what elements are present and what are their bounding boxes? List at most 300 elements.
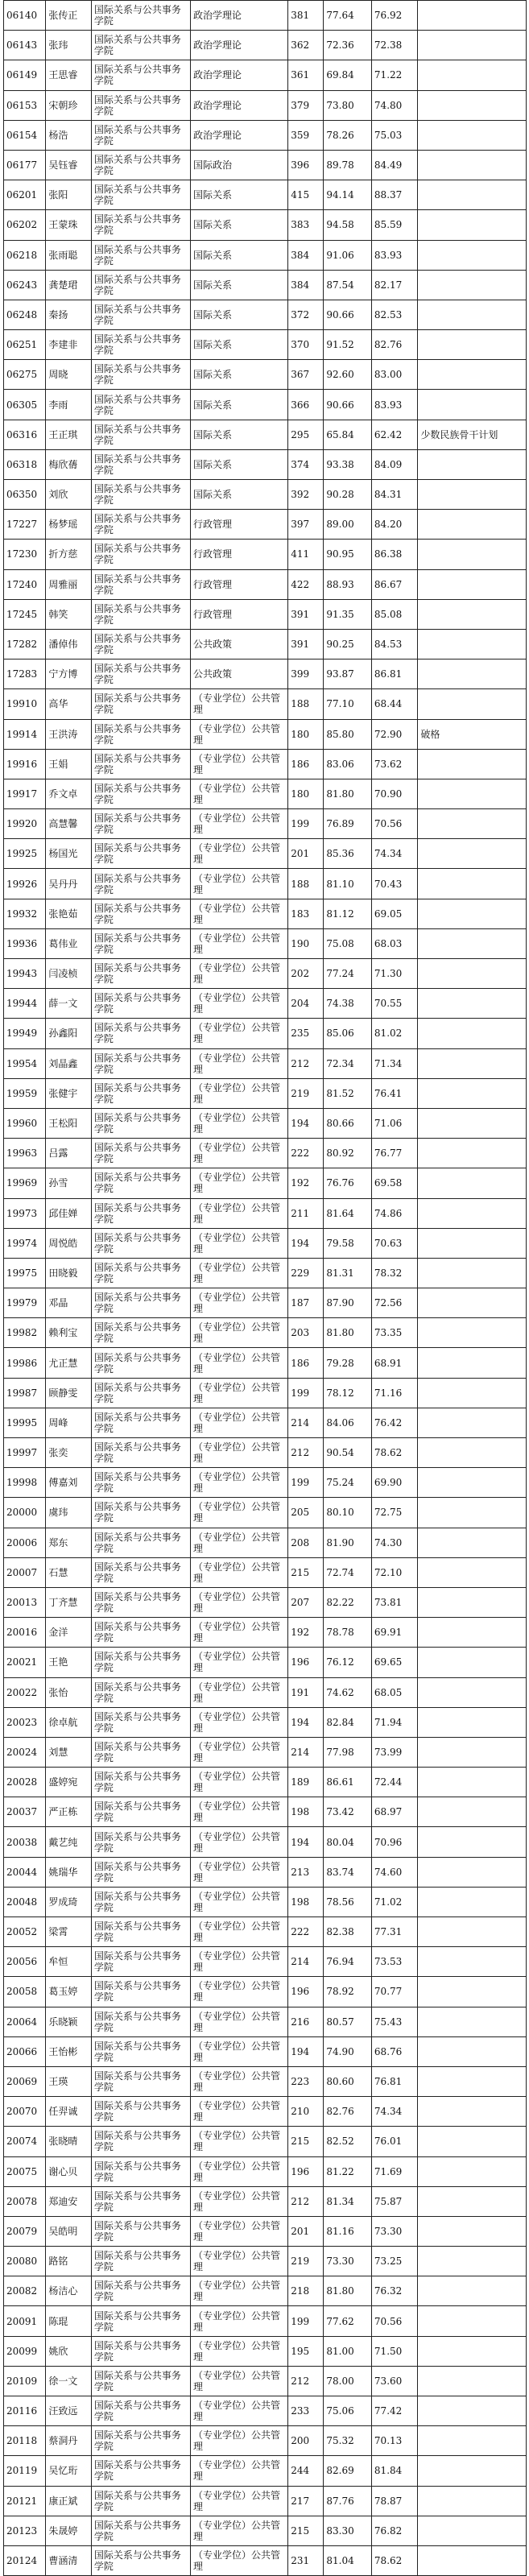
table-row xyxy=(4,60,527,90)
candidate-id-cell: 20052 xyxy=(4,1917,46,1947)
school-cell: 国际关系与公共事务学院 xyxy=(91,1498,190,1528)
major-cell: （专业学位）公共管理 xyxy=(191,2486,288,2516)
candidate-name-cell: 丁齐慧 xyxy=(46,1587,91,1617)
school-cell: 国际关系与公共事务学院 xyxy=(91,1618,190,1648)
initial-score-cell: 214 xyxy=(288,1947,324,1977)
remark-cell xyxy=(418,1827,527,1857)
major-cell: （专业学位）公共管理 xyxy=(191,1917,288,1947)
remark-cell xyxy=(418,1707,527,1737)
school-cell: 国际关系与公共事务学院 xyxy=(91,2516,190,2545)
school-cell: 国际关系与公共事务学院 xyxy=(91,809,190,839)
total-score-cell: 71.06 xyxy=(371,1108,418,1138)
candidate-name-cell: 周悦皓 xyxy=(46,1228,91,1258)
table-row xyxy=(4,2486,527,2516)
candidate-name-cell: 王正琪 xyxy=(46,420,91,449)
major-cell: （专业学位）公共管理 xyxy=(191,1528,288,1557)
candidate-name-cell: 葛玉婷 xyxy=(46,1977,91,2007)
total-score-cell: 76.32 xyxy=(371,2276,418,2306)
candidate-name-cell: 康正斌 xyxy=(46,2486,91,2516)
initial-score-cell: 194 xyxy=(288,1707,324,1737)
candidate-id-cell: 20016 xyxy=(4,1618,46,1648)
initial-score-cell: 359 xyxy=(288,120,324,150)
table-row xyxy=(4,31,527,60)
total-score-cell: 72.38 xyxy=(371,31,418,60)
retest-score-cell: 74.38 xyxy=(324,989,372,1019)
major-cell: （专业学位）公共管理 xyxy=(191,1707,288,1737)
major-cell: （专业学位）公共管理 xyxy=(191,1078,288,1108)
retest-score-cell: 87.90 xyxy=(324,1288,372,1318)
candidate-name-cell: 高慧馨 xyxy=(46,809,91,839)
candidate-id-cell: 19925 xyxy=(4,839,46,869)
table-row xyxy=(4,1019,527,1048)
remark-cell xyxy=(418,2306,527,2336)
remark-cell xyxy=(418,1258,527,1288)
initial-score-cell: 411 xyxy=(288,540,324,569)
admission-list-table xyxy=(3,0,527,2576)
candidate-name-cell: 陈琨 xyxy=(46,2306,91,2336)
school-cell: 国际关系与公共事务学院 xyxy=(91,330,190,360)
school-cell: 国际关系与公共事务学院 xyxy=(91,2066,190,2096)
candidate-id-cell: 06243 xyxy=(4,270,46,300)
initial-score-cell: 188 xyxy=(288,689,324,719)
table-row xyxy=(4,420,527,449)
major-cell: 行政管理 xyxy=(191,510,288,540)
initial-score-cell: 192 xyxy=(288,1618,324,1648)
candidate-name-cell: 张雨聪 xyxy=(46,240,91,270)
major-cell: （专业学位）公共管理 xyxy=(191,1108,288,1138)
table-row xyxy=(4,779,527,808)
school-cell: 国际关系与公共事务学院 xyxy=(91,959,190,989)
school-cell: 国际关系与公共事务学院 xyxy=(91,569,190,599)
candidate-id-cell: 19920 xyxy=(4,809,46,839)
major-cell: （专业学位）公共管理 xyxy=(191,1139,288,1168)
school-cell: 国际关系与公共事务学院 xyxy=(91,540,190,569)
school-cell: 国际关系与公共事务学院 xyxy=(91,420,190,449)
school-cell: 国际关系与公共事务学院 xyxy=(91,1468,190,1498)
remark-cell xyxy=(418,1348,527,1378)
candidate-id-cell: 20123 xyxy=(4,2516,46,2545)
total-score-cell: 70.63 xyxy=(371,1228,418,1258)
major-cell: （专业学位）公共管理 xyxy=(191,2545,288,2575)
school-cell: 国际关系与公共事务学院 xyxy=(91,1288,190,1318)
candidate-name-cell: 高华 xyxy=(46,689,91,719)
total-score-cell: 86.67 xyxy=(371,569,418,599)
candidate-id-cell: 17240 xyxy=(4,569,46,599)
candidate-name-cell: 牟恒 xyxy=(46,1947,91,1977)
school-cell: 国际关系与公共事务学院 xyxy=(91,689,190,719)
major-cell: （专业学位）公共管理 xyxy=(191,1857,288,1887)
candidate-id-cell: 17283 xyxy=(4,660,46,689)
total-score-cell: 70.43 xyxy=(371,869,418,899)
table-row xyxy=(4,1048,527,1078)
candidate-name-cell: 杨浩 xyxy=(46,120,91,150)
candidate-name-cell: 周峰 xyxy=(46,1408,91,1437)
retest-score-cell: 80.57 xyxy=(324,2007,372,2036)
remark-cell: 破格 xyxy=(418,719,527,749)
candidate-id-cell: 06153 xyxy=(4,90,46,120)
candidate-id-cell: 19979 xyxy=(4,1288,46,1318)
table-row xyxy=(4,2036,527,2066)
candidate-name-cell: 薛一文 xyxy=(46,989,91,1019)
total-score-cell: 70.55 xyxy=(371,989,418,1019)
total-score-cell: 78.62 xyxy=(371,2545,418,2575)
school-cell: 国际关系与公共事务学院 xyxy=(91,480,190,510)
table-row xyxy=(4,809,527,839)
candidate-name-cell: 郑东 xyxy=(46,1528,91,1557)
school-cell: 国际关系与公共事务学院 xyxy=(91,2276,190,2306)
major-cell: （专业学位）公共管理 xyxy=(191,1258,288,1288)
table-row xyxy=(4,210,527,240)
table-row xyxy=(4,2097,527,2127)
school-cell: 国际关系与公共事务学院 xyxy=(91,1797,190,1827)
major-cell: （专业学位）公共管理 xyxy=(191,2396,288,2426)
remark-cell xyxy=(418,1768,527,1797)
retest-score-cell: 73.30 xyxy=(324,2247,372,2276)
remark-cell xyxy=(418,1977,527,2007)
initial-score-cell: 204 xyxy=(288,989,324,1019)
candidate-id-cell: 20091 xyxy=(4,2306,46,2336)
remark-cell xyxy=(418,1168,527,1198)
initial-score-cell: 383 xyxy=(288,210,324,240)
retest-score-cell: 80.92 xyxy=(324,1139,372,1168)
initial-score-cell: 392 xyxy=(288,480,324,510)
table-row xyxy=(4,839,527,869)
candidate-name-cell: 闫凌桢 xyxy=(46,959,91,989)
retest-score-cell: 79.28 xyxy=(324,1348,372,1378)
candidate-id-cell: 19997 xyxy=(4,1438,46,1468)
major-cell: （专业学位）公共管理 xyxy=(191,1168,288,1198)
retest-score-cell: 93.87 xyxy=(324,660,372,689)
table-row xyxy=(4,1,527,31)
major-cell: 国际关系 xyxy=(191,270,288,300)
candidate-id-cell: 20082 xyxy=(4,2276,46,2306)
candidate-id-cell: 20028 xyxy=(4,1768,46,1797)
candidate-id-cell: 20066 xyxy=(4,2036,46,2066)
table-row xyxy=(4,1139,527,1168)
candidate-name-cell: 王怡彬 xyxy=(46,2036,91,2066)
school-cell: 国际关系与公共事务学院 xyxy=(91,510,190,540)
initial-score-cell: 199 xyxy=(288,1378,324,1408)
major-cell: （专业学位）公共管理 xyxy=(191,689,288,719)
candidate-id-cell: 20075 xyxy=(4,2156,46,2186)
school-cell: 国际关系与公共事务学院 xyxy=(91,719,190,749)
initial-score-cell: 210 xyxy=(288,2097,324,2127)
table-row xyxy=(4,1288,527,1318)
table-row xyxy=(4,2007,527,2036)
retest-score-cell: 79.58 xyxy=(324,1228,372,1258)
school-cell: 国际关系与公共事务学院 xyxy=(91,390,190,420)
total-score-cell: 75.03 xyxy=(371,120,418,150)
remark-cell xyxy=(418,1228,527,1258)
initial-score-cell: 215 xyxy=(288,2516,324,2545)
retest-score-cell: 81.90 xyxy=(324,1528,372,1557)
school-cell: 国际关系与公共事务学院 xyxy=(91,629,190,659)
retest-score-cell: 90.66 xyxy=(324,390,372,420)
candidate-name-cell: 石慧 xyxy=(46,1557,91,1587)
candidate-name-cell: 罗成琦 xyxy=(46,1887,91,1916)
initial-score-cell: 231 xyxy=(288,2545,324,2575)
initial-score-cell: 219 xyxy=(288,2247,324,2276)
candidate-id-cell: 20058 xyxy=(4,1977,46,2007)
candidate-name-cell: 张传正 xyxy=(46,1,91,31)
candidate-id-cell: 20124 xyxy=(4,2545,46,2575)
major-cell: （专业学位）公共管理 xyxy=(191,1557,288,1587)
candidate-name-cell: 张怡 xyxy=(46,1677,91,1707)
remark-cell xyxy=(418,120,527,150)
total-score-cell: 73.25 xyxy=(371,2247,418,2276)
school-cell: 国际关系与公共事务学院 xyxy=(91,1378,190,1408)
major-cell: 国际政治 xyxy=(191,150,288,180)
school-cell: 国际关系与公共事务学院 xyxy=(91,150,190,180)
table-row xyxy=(4,449,527,479)
table-body xyxy=(4,1,527,2576)
candidate-name-cell: 姚欣 xyxy=(46,2336,91,2366)
retest-score-cell: 77.24 xyxy=(324,959,372,989)
candidate-id-cell: 06318 xyxy=(4,449,46,479)
total-score-cell: 70.77 xyxy=(371,1977,418,2007)
table-row xyxy=(4,1258,527,1288)
candidate-name-cell: 田晓毅 xyxy=(46,1258,91,1288)
candidate-id-cell: 06201 xyxy=(4,180,46,210)
retest-score-cell: 81.12 xyxy=(324,899,372,928)
table-row xyxy=(4,928,527,958)
total-score-cell: 68.03 xyxy=(371,928,418,958)
school-cell: 国际关系与公共事务学院 xyxy=(91,749,190,779)
retest-score-cell: 92.60 xyxy=(324,360,372,390)
school-cell: 国际关系与公共事务学院 xyxy=(91,60,190,90)
school-cell: 国际关系与公共事务学院 xyxy=(91,1198,190,1228)
candidate-id-cell: 19998 xyxy=(4,1468,46,1498)
remark-cell xyxy=(418,869,527,899)
initial-score-cell: 384 xyxy=(288,270,324,300)
table-row xyxy=(4,300,527,329)
retest-score-cell: 75.24 xyxy=(324,1468,372,1498)
initial-score-cell: 186 xyxy=(288,749,324,779)
candidate-id-cell: 19914 xyxy=(4,719,46,749)
candidate-id-cell: 20006 xyxy=(4,1528,46,1557)
retest-score-cell: 87.76 xyxy=(324,2486,372,2516)
table-row xyxy=(4,2336,527,2366)
initial-score-cell: 189 xyxy=(288,1768,324,1797)
remark-cell xyxy=(418,629,527,659)
total-score-cell: 84.09 xyxy=(371,449,418,479)
retest-score-cell: 77.10 xyxy=(324,689,372,719)
major-cell: （专业学位）公共管理 xyxy=(191,1648,288,1677)
remark-cell xyxy=(418,2186,527,2216)
major-cell: 政治学理论 xyxy=(191,120,288,150)
candidate-name-cell: 吴皓明 xyxy=(46,2216,91,2246)
table-row xyxy=(4,360,527,390)
school-cell: 国际关系与公共事务学院 xyxy=(91,1677,190,1707)
total-score-cell: 68.91 xyxy=(371,1348,418,1378)
major-cell: 国际关系 xyxy=(191,420,288,449)
school-cell: 国际关系与公共事务学院 xyxy=(91,1557,190,1587)
candidate-name-cell: 周雅丽 xyxy=(46,569,91,599)
initial-score-cell: 399 xyxy=(288,660,324,689)
table-row xyxy=(4,1587,527,1617)
total-score-cell: 77.42 xyxy=(371,2396,418,2426)
candidate-id-cell: 20099 xyxy=(4,2336,46,2366)
major-cell: （专业学位）公共管理 xyxy=(191,1378,288,1408)
major-cell: （专业学位）公共管理 xyxy=(191,1288,288,1318)
candidate-id-cell: 20023 xyxy=(4,1707,46,1737)
major-cell: （专业学位）公共管理 xyxy=(191,989,288,1019)
retest-score-cell: 94.14 xyxy=(324,180,372,210)
remark-cell xyxy=(418,749,527,779)
remark-cell xyxy=(418,1438,527,1468)
candidate-name-cell: 杨国光 xyxy=(46,839,91,869)
candidate-name-cell: 杨梦瑶 xyxy=(46,510,91,540)
initial-score-cell: 212 xyxy=(288,2366,324,2396)
retest-score-cell: 75.32 xyxy=(324,2426,372,2456)
retest-score-cell: 76.76 xyxy=(324,1168,372,1198)
retest-score-cell: 69.84 xyxy=(324,60,372,90)
total-score-cell: 84.49 xyxy=(371,150,418,180)
initial-score-cell: 198 xyxy=(288,1797,324,1827)
initial-score-cell: 194 xyxy=(288,1827,324,1857)
total-score-cell: 74.80 xyxy=(371,90,418,120)
table-row xyxy=(4,90,527,120)
remark-cell xyxy=(418,150,527,180)
candidate-id-cell: 20109 xyxy=(4,2366,46,2396)
candidate-id-cell: 19986 xyxy=(4,1348,46,1378)
initial-score-cell: 199 xyxy=(288,2306,324,2336)
total-score-cell: 76.77 xyxy=(371,1139,418,1168)
major-cell: （专业学位）公共管理 xyxy=(191,2156,288,2186)
table-row xyxy=(4,510,527,540)
remark-cell xyxy=(418,2127,527,2156)
school-cell: 国际关系与公共事务学院 xyxy=(91,2247,190,2276)
retest-score-cell: 80.60 xyxy=(324,2066,372,2096)
major-cell: （专业学位）公共管理 xyxy=(191,2276,288,2306)
candidate-name-cell: 吴钰睿 xyxy=(46,150,91,180)
retest-score-cell: 87.54 xyxy=(324,270,372,300)
candidate-name-cell: 乔文卓 xyxy=(46,779,91,808)
initial-score-cell: 219 xyxy=(288,1078,324,1108)
retest-score-cell: 84.06 xyxy=(324,1408,372,1437)
major-cell: 国际关系 xyxy=(191,240,288,270)
candidate-id-cell: 20024 xyxy=(4,1737,46,1767)
retest-score-cell: 88.93 xyxy=(324,569,372,599)
retest-score-cell: 86.61 xyxy=(324,1768,372,1797)
initial-score-cell: 379 xyxy=(288,90,324,120)
major-cell: 政治学理论 xyxy=(191,90,288,120)
total-score-cell: 72.44 xyxy=(371,1768,418,1797)
candidate-name-cell: 王松阳 xyxy=(46,1108,91,1138)
major-cell: （专业学位）公共管理 xyxy=(191,1797,288,1827)
table-row xyxy=(4,1977,527,2007)
candidate-name-cell: 梅欣蒨 xyxy=(46,449,91,479)
retest-score-cell: 80.66 xyxy=(324,1108,372,1138)
candidate-id-cell: 19954 xyxy=(4,1048,46,1078)
candidate-name-cell: 任羿诚 xyxy=(46,2097,91,2127)
total-score-cell: 73.81 xyxy=(371,1587,418,1617)
total-score-cell: 62.42 xyxy=(371,420,418,449)
school-cell: 国际关系与公共事务学院 xyxy=(91,120,190,150)
candidate-id-cell: 20021 xyxy=(4,1648,46,1677)
initial-score-cell: 194 xyxy=(288,1228,324,1258)
initial-score-cell: 366 xyxy=(288,390,324,420)
initial-score-cell: 391 xyxy=(288,629,324,659)
initial-score-cell: 191 xyxy=(288,1677,324,1707)
retest-score-cell: 77.98 xyxy=(324,1737,372,1767)
major-cell: （专业学位）公共管理 xyxy=(191,2516,288,2545)
major-cell: （专业学位）公共管理 xyxy=(191,1768,288,1797)
school-cell: 国际关系与公共事务学院 xyxy=(91,989,190,1019)
remark-cell xyxy=(418,1677,527,1707)
candidate-name-cell: 徐一文 xyxy=(46,2366,91,2396)
retest-score-cell: 74.62 xyxy=(324,1677,372,1707)
candidate-id-cell: 19949 xyxy=(4,1019,46,1048)
major-cell: 国际关系 xyxy=(191,360,288,390)
school-cell: 国际关系与公共事务学院 xyxy=(91,1887,190,1916)
candidate-name-cell: 傅嘉刘 xyxy=(46,1468,91,1498)
candidate-id-cell: 06154 xyxy=(4,120,46,150)
candidate-id-cell: 19959 xyxy=(4,1078,46,1108)
table-row xyxy=(4,689,527,719)
candidate-name-cell: 张玮 xyxy=(46,31,91,60)
retest-score-cell: 81.52 xyxy=(324,1078,372,1108)
school-cell: 国际关系与公共事务学院 xyxy=(91,1737,190,1767)
candidate-name-cell: 顾静雯 xyxy=(46,1378,91,1408)
table-row xyxy=(4,1768,527,1797)
candidate-name-cell: 严正栋 xyxy=(46,1797,91,1827)
retest-score-cell: 78.00 xyxy=(324,2366,372,2396)
initial-score-cell: 201 xyxy=(288,2216,324,2246)
retest-score-cell: 81.10 xyxy=(324,869,372,899)
initial-score-cell: 374 xyxy=(288,449,324,479)
candidate-id-cell: 06140 xyxy=(4,1,46,31)
total-score-cell: 84.20 xyxy=(371,510,418,540)
candidate-id-cell: 20080 xyxy=(4,2247,46,2276)
initial-score-cell: 192 xyxy=(288,1168,324,1198)
remark-cell xyxy=(418,1557,527,1587)
major-cell: （专业学位）公共管理 xyxy=(191,2306,288,2336)
candidate-id-cell: 20079 xyxy=(4,2216,46,2246)
candidate-name-cell: 孙鑫阳 xyxy=(46,1019,91,1048)
major-cell: （专业学位）公共管理 xyxy=(191,809,288,839)
major-cell: 国际关系 xyxy=(191,210,288,240)
candidate-id-cell: 20121 xyxy=(4,2486,46,2516)
retest-score-cell: 90.28 xyxy=(324,480,372,510)
total-score-cell: 76.42 xyxy=(371,1408,418,1437)
candidate-id-cell: 06248 xyxy=(4,300,46,329)
table-row xyxy=(4,240,527,270)
retest-score-cell: 82.69 xyxy=(324,2456,372,2486)
retest-score-cell: 76.89 xyxy=(324,809,372,839)
school-cell: 国际关系与公共事务学院 xyxy=(91,899,190,928)
table-row xyxy=(4,719,527,749)
major-cell: （专业学位）公共管理 xyxy=(191,1468,288,1498)
candidate-name-cell: 折方慈 xyxy=(46,540,91,569)
candidate-name-cell: 赖利宝 xyxy=(46,1318,91,1348)
retest-score-cell: 91.52 xyxy=(324,330,372,360)
total-score-cell: 69.05 xyxy=(371,899,418,928)
remark-cell xyxy=(418,510,527,540)
total-score-cell: 70.13 xyxy=(371,2426,418,2456)
table-row xyxy=(4,2186,527,2216)
school-cell: 国际关系与公共事务学院 xyxy=(91,300,190,329)
major-cell: （专业学位）公共管理 xyxy=(191,749,288,779)
school-cell: 国际关系与公共事务学院 xyxy=(91,1648,190,1677)
total-score-cell: 74.34 xyxy=(371,2097,418,2127)
initial-score-cell: 180 xyxy=(288,719,324,749)
table-row xyxy=(4,1198,527,1228)
major-cell: 国际关系 xyxy=(191,300,288,329)
remark-cell xyxy=(418,2516,527,2545)
candidate-name-cell: 朱晟婷 xyxy=(46,2516,91,2545)
table-row xyxy=(4,2516,527,2545)
